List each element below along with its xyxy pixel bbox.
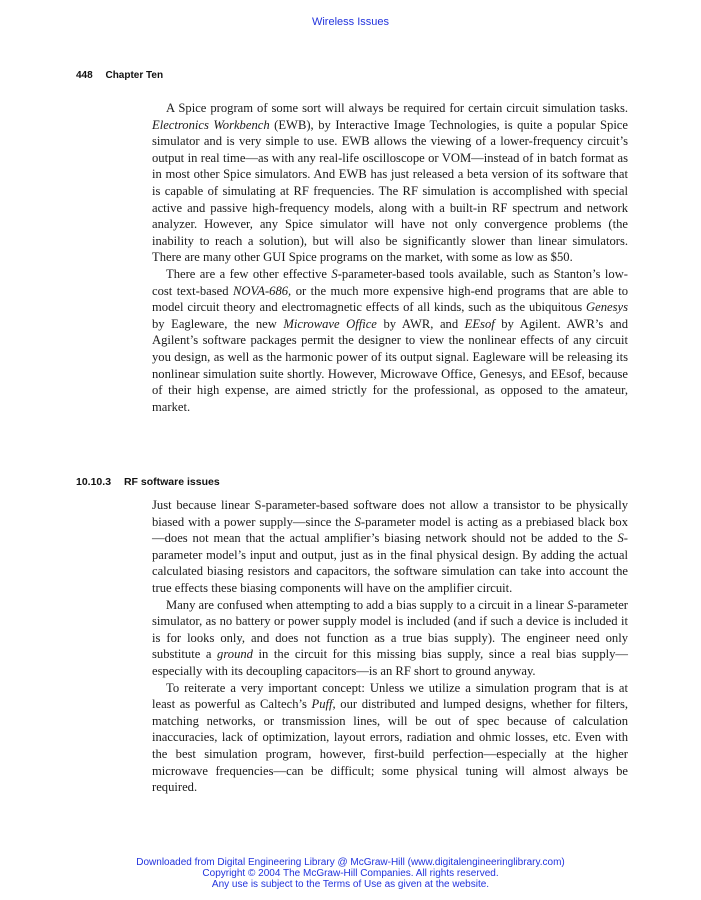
page-number: 448 <box>76 70 93 81</box>
chapter-label: Chapter Ten <box>105 70 164 81</box>
section-title: RF software issues <box>123 476 220 488</box>
footer-download-line[interactable]: Downloaded from Digital Engineering Library @ McGraw-Hill (www.digitalengineeringlibrary.com) <box>136 857 565 868</box>
paragraph: There are a few other effective S-parameter-based tools available, such as Stanton’s low-cost text-based NOVA-686, or the much more expensive high-end programs that are able to model circuit theory and electromagnetic effects of all kinds, such as the ubiquitous Genesys by Eagleware, the new Microwave Office by AWR, and EEsof by Agilent. AWR’s and Agilent’s software packages permit the designer to view the nonlinear effects of any circuit you design, as well as the harmonic power of its output signal. Eagleware will be releasing its nonlinear simulation suite shortly. However, Microwave Office, Genesys, and EEsof, because of their high expense, are aimed strictly for the professional, as opposed to the amateur, market. <box>152 266 628 414</box>
running-title-banner: Wireless Issues <box>311 16 390 28</box>
paragraph: A Spice program of some sort will always be required for certain circuit simulation tasks. Electronics Workbench (EWB), by Interactive Image Technologies, is quite a popular Spice simulator and is very simple to use. EWB allows the viewing of a lower-frequency circuit’s output in real time—as with any real-life oscilloscope or VOM—instead of in batch format as in most other Spice simulators. And EWB has just released a beta version of its software that is capable of simulating at RF frequencies. The RF simulation is accomplished with special active and passive high-frequency models, along with a built-in RF spectrum and network analyzer. However, any Spice simulator will have not only convergence problems (the inability to reach a solution), but will also be significantly slower than linear simulators. There are many other GUI Spice programs on the market, with some as low as $50. <box>152 101 628 265</box>
section-heading <box>76 476 220 488</box>
section-number: 10.10.3 <box>76 476 112 488</box>
body-text-block-1 <box>152 100 628 415</box>
paragraph: Many are confused when attempting to add a bias supply to a circuit in a linear S-parameter simulator, as no battery or power supply model is included (and if such a device is included it is for looks only, and does not function as a true bias supply). The engineer need only substitute a ground in the circuit for this missing bias supply, since a real bias supply—especially with its decoupling capacitors—is an RF short to ground anyway. <box>152 597 629 678</box>
footer-terms-line[interactable]: Any use is subject to the Terms of Use as given at the website. <box>211 879 490 890</box>
download-footer <box>0 857 701 890</box>
footer-copyright-line: Copyright © 2004 The McGraw-Hill Companies. All rights reserved. <box>202 868 499 879</box>
paragraph: Just because linear S-parameter-based software does not allow a transistor to be physically biased with a power supply—since the S-parameter model is acting as a prebiased black box—does not mean that the actual amplifier’s biasing network should not be added to the S-parameter model’s input and output, just as in the final physical design. By adding the actual calculated biasing resistors and capacitors, the software simulation can take into account the true effects these biasing components will have on the amplifier circuit. <box>152 498 628 595</box>
page-running-head <box>76 70 163 81</box>
body-text-block-2 <box>152 497 628 796</box>
paragraph: To reiterate a very important concept: Unless we utilize a simulation program that is at least as powerful as Caltech’s Puff, our distributed and lumped designs, whether for filters, matching networks, or transmission lines, will be out of spec because of calculation inaccuracies, lack of optimization, layout errors, radiation and ohmic losses, etc. Even with the best simulation program, however, first-build perfection—especially at the higher microwave frequencies—can be difficult; some physical tuning will almost always be required. <box>152 680 628 795</box>
